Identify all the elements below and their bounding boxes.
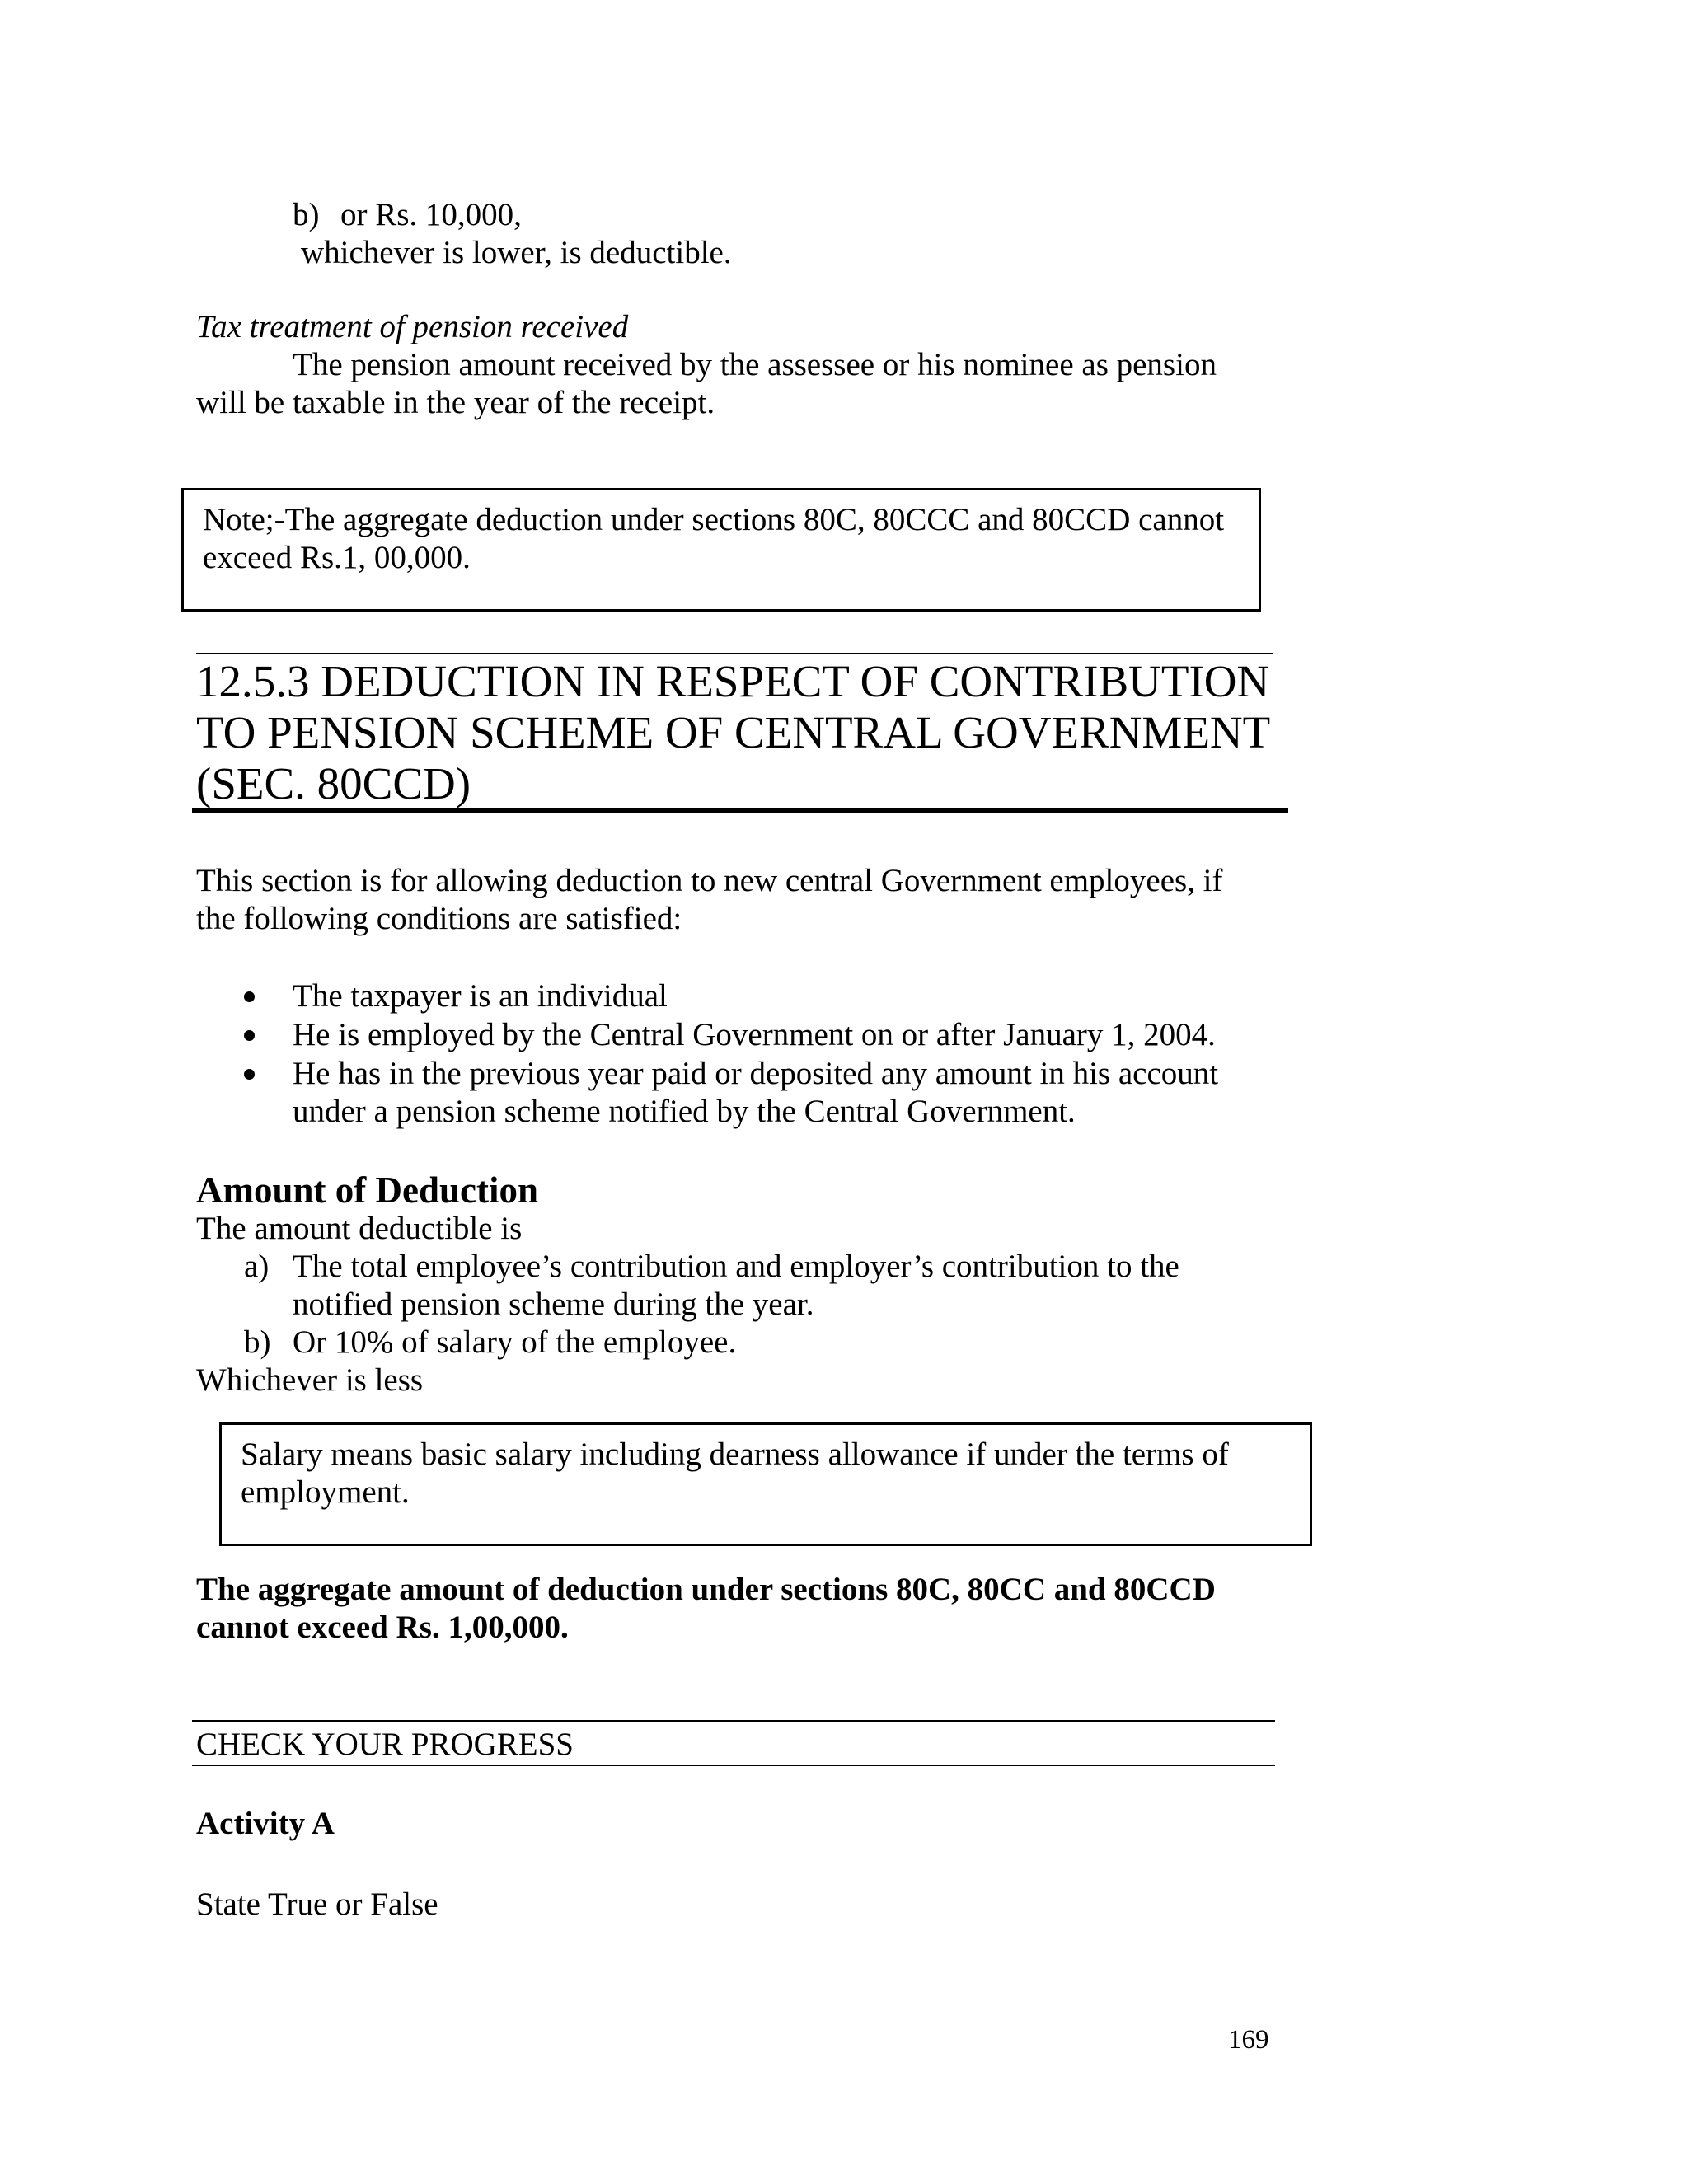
progress-title: CHECK YOUR PROGRESS (196, 1727, 574, 1762)
list-marker-b: b) (293, 197, 320, 232)
section-heading-line3: (SEC. 80CCD) (196, 758, 471, 808)
amount-item-b-line1: Or 10% of salary of the employee. (293, 1324, 737, 1360)
condition-3-line2: under a pension scheme notified by the Central Government. (293, 1094, 1076, 1129)
pension-tax-line1: The pension amount received by the assessee or his nominee as pension (293, 347, 1217, 382)
activity-instruction: State True or False (196, 1886, 438, 1922)
salary-line1: Salary means basic salary including dearness allowance if under the terms of (241, 1436, 1229, 1472)
condition-1: The taxpayer is an individual (293, 978, 668, 1014)
amount-marker-a: a) (244, 1249, 270, 1284)
aggregate-line1: The aggregate amount of deduction under sections 80C, 80CC and 80CCD (196, 1572, 1216, 1607)
amount-title: Amount of Deduction (196, 1169, 539, 1211)
heading-bottom-rule (192, 808, 1288, 813)
amount-marker-b: b) (244, 1324, 271, 1360)
intro-line1: This section is for allowing deduction to new central Government employees, if (196, 863, 1223, 898)
condition-2: He is employed by the Central Government on or after January 1, 2004. (293, 1017, 1216, 1052)
amount-item-a-line1: The total employee’s contribution and employer’s contribution to the (293, 1249, 1179, 1284)
condition-3-line1: He has in the previous year paid or deposited any amount in his account (293, 1056, 1219, 1091)
pension-tax-title: Tax treatment of pension received (196, 309, 629, 344)
progress-bottom-rule (192, 1765, 1275, 1766)
activity-title: Activity A (196, 1806, 335, 1841)
bullet-3-dot (244, 1069, 255, 1080)
intro-line2: the following conditions are satisfied: (196, 901, 682, 936)
amount-lead: The amount deductible is (196, 1211, 523, 1246)
heading-top-rule (196, 653, 1273, 654)
section-heading-line2: TO PENSION SCHEME OF CENTRAL GOVERNMENT (196, 707, 1271, 757)
salary-line2: employment. (241, 1474, 410, 1510)
progress-top-rule (192, 1720, 1275, 1722)
list-conclusion: whichever is lower, is deductible. (301, 235, 732, 270)
pension-tax-line2: will be taxable in the year of the receipt. (196, 385, 715, 420)
bullet-2-dot (244, 1030, 255, 1041)
section-heading-line1: 12.5.3 DEDUCTION IN RESPECT OF CONTRIBUTION (196, 656, 1270, 706)
aggregate-line2: cannot exceed Rs. 1,00,000. (196, 1610, 569, 1645)
bullet-1-dot (244, 991, 255, 1002)
amount-conclusion: Whichever is less (196, 1362, 424, 1398)
list-item-b-text: or Rs. 10,000, (340, 197, 522, 232)
note-line1: Note;-The aggregate deduction under sections 80C, 80CCC and 80CCD cannot (203, 502, 1225, 537)
note-line2: exceed Rs.1, 00,000. (203, 540, 471, 575)
amount-item-a-line2: notified pension scheme during the year. (293, 1286, 814, 1322)
page-number: 169 (1228, 2025, 1269, 2055)
